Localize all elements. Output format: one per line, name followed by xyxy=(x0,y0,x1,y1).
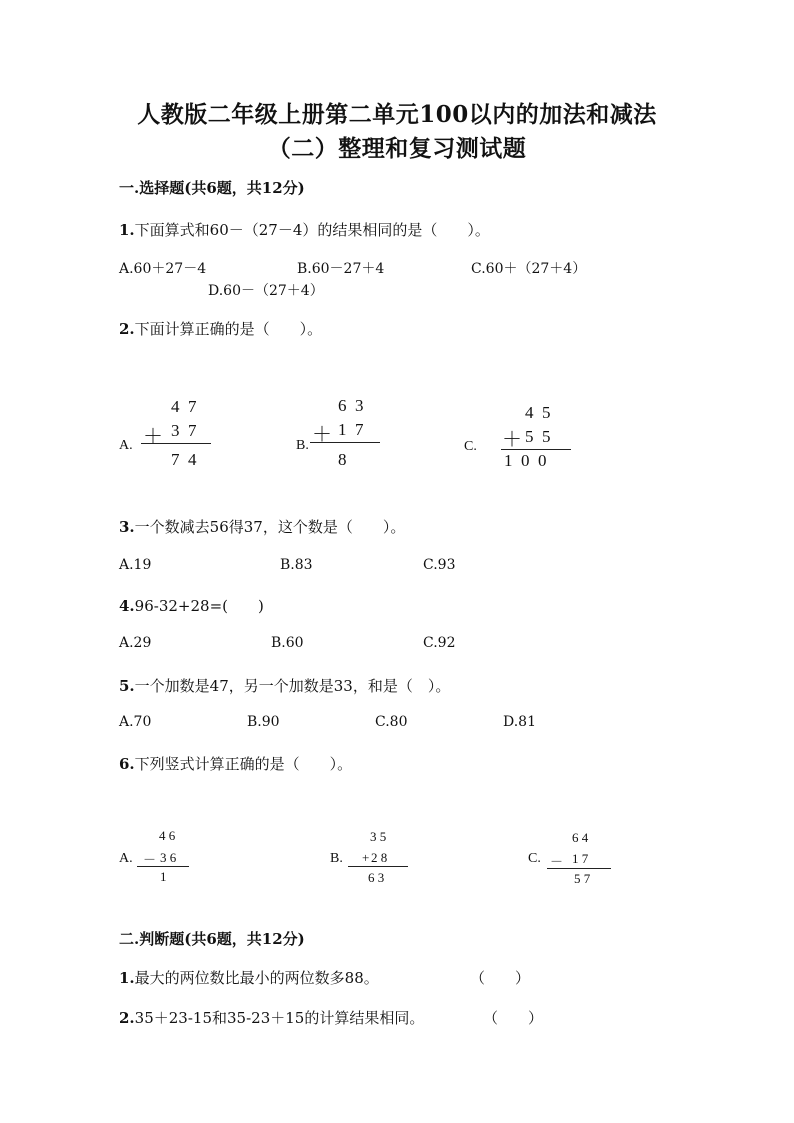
q5-option-c: C.80 xyxy=(375,714,408,730)
option-label: C. xyxy=(528,851,541,866)
question-3 xyxy=(119,516,405,537)
plus-sign: ＋ xyxy=(312,424,332,446)
question-text: 一个数减去56得37，这个数是（ ）。 xyxy=(134,518,406,536)
q4-option-c: C.92 xyxy=(423,635,456,651)
plus-sign: ＋ xyxy=(143,426,163,448)
option-label: C. xyxy=(464,439,477,454)
vertical-top-number: 6 3 xyxy=(338,396,364,415)
vertical-top-number: 4 5 xyxy=(525,403,551,422)
vertical-result: 1 xyxy=(160,869,167,884)
q6-option-b xyxy=(330,828,420,888)
vertical-bottom-number: 3 7 xyxy=(171,421,197,440)
question-text: 下列竖式计算正确的是（ ）。 xyxy=(134,755,353,773)
question-number: 2. xyxy=(119,1009,135,1027)
question-text: 下面计算正确的是（ ）。 xyxy=(134,320,323,338)
vertical-top-number: 3 5 xyxy=(370,829,387,844)
section1-heading: 一.选择题(共6题，共12分) xyxy=(119,179,305,197)
q2-option-c xyxy=(464,400,584,480)
question-number: 3. xyxy=(119,518,135,536)
q5-option-a: A.70 xyxy=(119,714,152,730)
q2-option-b xyxy=(296,395,396,475)
question-text: 一个加数是47，另一个加数是33，和是（ ）。 xyxy=(134,677,451,695)
sum-line xyxy=(310,442,380,443)
judge-question-2 xyxy=(119,1007,424,1028)
vertical-result: 6 3 xyxy=(368,870,385,885)
question-text: 下面算式和60－（27－4）的结果相同的是（ ）。 xyxy=(134,221,490,239)
q1-option-c: C.60＋（27＋4） xyxy=(471,261,587,277)
vertical-result: 1 0 0 xyxy=(504,451,547,470)
q6-option-a xyxy=(119,826,209,886)
question-1 xyxy=(119,219,490,240)
option-label: A. xyxy=(119,438,133,453)
vertical-bottom-number: 1 7 xyxy=(338,420,364,439)
q4-option-a: A.29 xyxy=(119,635,152,651)
q1-option-b: B.60－27＋4 xyxy=(297,261,385,277)
question-4 xyxy=(119,595,264,616)
q5-option-b: B.90 xyxy=(247,714,280,730)
minus-sign: － xyxy=(143,852,157,867)
q3-option-b: B.83 xyxy=(280,557,313,573)
question-number: 1. xyxy=(119,969,135,987)
question-text: 96-32+28=( ) xyxy=(134,597,264,615)
sum-line xyxy=(501,449,571,450)
question-text: 最大的两位数比最小的两位数多88。 xyxy=(134,969,379,987)
minus-sign: － xyxy=(550,854,564,869)
q3-option-a: A.19 xyxy=(119,557,152,573)
option-label: A. xyxy=(119,851,133,866)
q2-option-a xyxy=(119,395,219,475)
result-line xyxy=(137,866,189,867)
vertical-bottom-number: 2 8 xyxy=(371,850,388,865)
sum-line xyxy=(141,443,211,444)
plus-sign: ＋ xyxy=(502,429,522,451)
judge-question-1 xyxy=(119,967,379,988)
vertical-bottom-number: 3 6 xyxy=(160,850,177,865)
vertical-result: 8 xyxy=(338,450,347,469)
vertical-top-number: 6 4 xyxy=(572,830,589,845)
option-label: B. xyxy=(330,851,343,866)
plus-sign: + xyxy=(362,850,370,865)
question-2 xyxy=(119,318,322,339)
vertical-result: 7 4 xyxy=(171,450,197,469)
question-number: 5. xyxy=(119,677,135,695)
question-6 xyxy=(119,753,352,774)
result-line xyxy=(547,868,611,869)
q6-option-c xyxy=(528,829,628,889)
vertical-result: 5 7 xyxy=(574,871,591,886)
option-label: B. xyxy=(296,438,309,453)
vertical-top-number: 4 6 xyxy=(159,828,176,843)
question-number: 2. xyxy=(119,320,135,338)
result-line xyxy=(348,866,408,867)
question-number: 4. xyxy=(119,597,135,615)
page-title-line1: 人教版二年级上册第二单元100以内的加法和减法 xyxy=(137,101,657,128)
question-5 xyxy=(119,675,450,696)
question-number: 1. xyxy=(119,221,135,239)
q1-option-a: A.60＋27－4 xyxy=(119,261,207,277)
q1-option-d: D.60－（27＋4） xyxy=(208,283,324,299)
q3-option-c: C.93 xyxy=(423,557,456,573)
page-title-line2: （二）整理和复习测试题 xyxy=(267,135,527,162)
q4-option-b: B.60 xyxy=(271,635,304,651)
question-text: 35＋23-15和35-23＋15的计算结果相同。 xyxy=(134,1009,425,1027)
vertical-top-number: 4 7 xyxy=(171,397,197,416)
judge-answer-blank-2: （ ） xyxy=(483,1009,544,1027)
judge-answer-blank-1: （ ） xyxy=(470,969,531,987)
vertical-bottom-number: 1 7 xyxy=(572,851,589,866)
question-number: 6. xyxy=(119,755,135,773)
section2-heading: 二.判断题(共6题，共12分) xyxy=(119,930,305,948)
q5-option-d: D.81 xyxy=(503,714,536,730)
vertical-bottom-number: 5 5 xyxy=(525,427,551,446)
